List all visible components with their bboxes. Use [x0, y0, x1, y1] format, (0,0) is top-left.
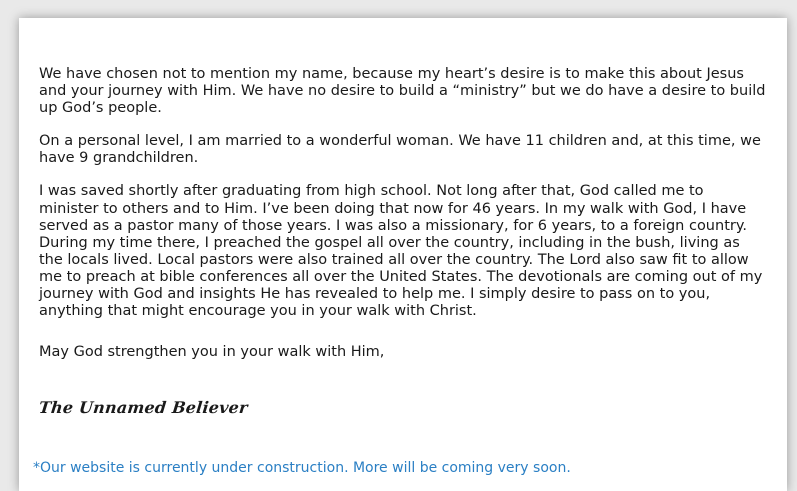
intro-paragraph: We have chosen not to mention my name, because my heart’s desire is to make this about Jesus and your journey with Him. We have no desire to build a “ministry” but we do have a desire to build up God’s people. — [39, 66, 766, 117]
letter-page — [19, 18, 787, 491]
letter-body — [39, 66, 767, 377]
construction-notice: *Our website is currently under construction. More will be coming very soon. — [33, 460, 571, 476]
signature: The Unnamed Believer — [38, 398, 249, 417]
closing-line: May God strengthen you in your walk with Him, — [39, 344, 385, 361]
testimony-paragraph: I was saved shortly after graduating from high school. Not long after that, God called me to minister to others and to Him. I’ve been doing that now for 46 years. In my walk with God, I have served as a pastor many of those years. I was also a missionary, for 6 years, to a foreign country. During my time there, I preached the gospel all over the country, including in the bush, living as the locals lived. Local pastors were also trained all over the country. The Lord also saw fit to allow me to preach at bible conferences all over the United States. The devotionals are coming out of my journey with God and insights He has revealed to help me. I simply desire to pass on to you, anything that might encourage you in your walk with Christ. — [39, 183, 763, 320]
family-paragraph: On a personal level, I am married to a wonderful woman. We have 11 children and, at this time, we have 9 grandchildren. — [39, 133, 761, 167]
